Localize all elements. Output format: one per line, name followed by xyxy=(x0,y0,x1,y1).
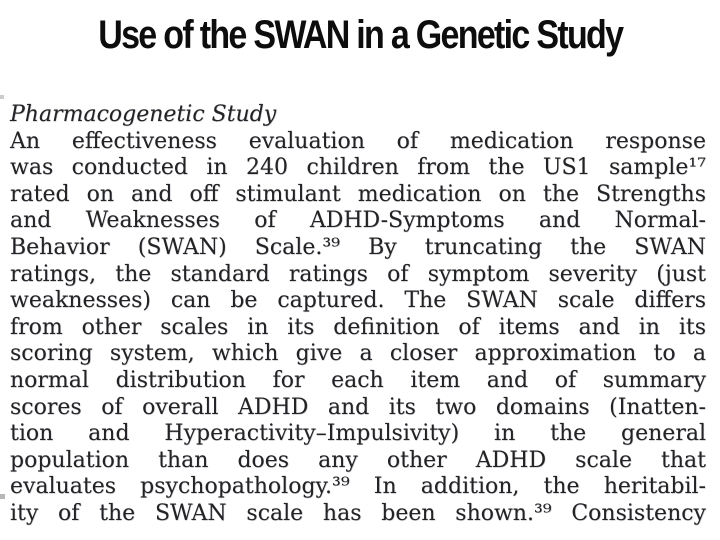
excerpt-line: rated on and off stimulant medication on the Strengths xyxy=(10,181,706,207)
excerpt-line: scoring system, which give a closer approximation to a xyxy=(10,341,706,367)
excerpt-line: scores of overall ADHD and its two domains (Inatten- xyxy=(10,394,706,420)
slide-title-text: Use of the SWAN in a Genetic Study xyxy=(97,13,623,57)
excerpt-line: was conducted in 240 children from the US1 sample¹⁷ xyxy=(10,155,706,181)
excerpt-line: population than does any other ADHD scale that xyxy=(10,447,706,473)
scan-artifact xyxy=(0,494,5,499)
excerpt-line: evaluates psychopathology.³⁹ In addition, the heritabil- xyxy=(10,474,706,500)
excerpt-line: tion and Hyperactivity–Impulsivity) in the general xyxy=(10,421,706,447)
excerpt-line: normal distribution for each item and of summary xyxy=(10,367,706,393)
excerpt-line: from other scales in its definition of items and in its xyxy=(10,314,706,340)
scanned-excerpt xyxy=(10,102,706,528)
slide-title xyxy=(0,0,720,58)
excerpt-line: ratings, the standard ratings of symptom severity (just xyxy=(10,261,706,287)
excerpt-line: An effectiveness evaluation of medication response xyxy=(10,128,706,154)
excerpt-line: ity of the SWAN scale has been shown.³⁹ Consistency xyxy=(10,500,706,526)
excerpt-line: and Weaknesses of ADHD-Symptoms and Normal- xyxy=(10,208,706,234)
scan-artifact xyxy=(0,95,4,99)
excerpt-heading: Pharmacogenetic Study xyxy=(10,102,277,127)
excerpt-line: Behavior (SWAN) Scale.³⁹ By truncating the SWAN xyxy=(10,234,706,260)
excerpt-line: weaknesses) can be captured. The SWAN scale differs xyxy=(10,288,706,314)
